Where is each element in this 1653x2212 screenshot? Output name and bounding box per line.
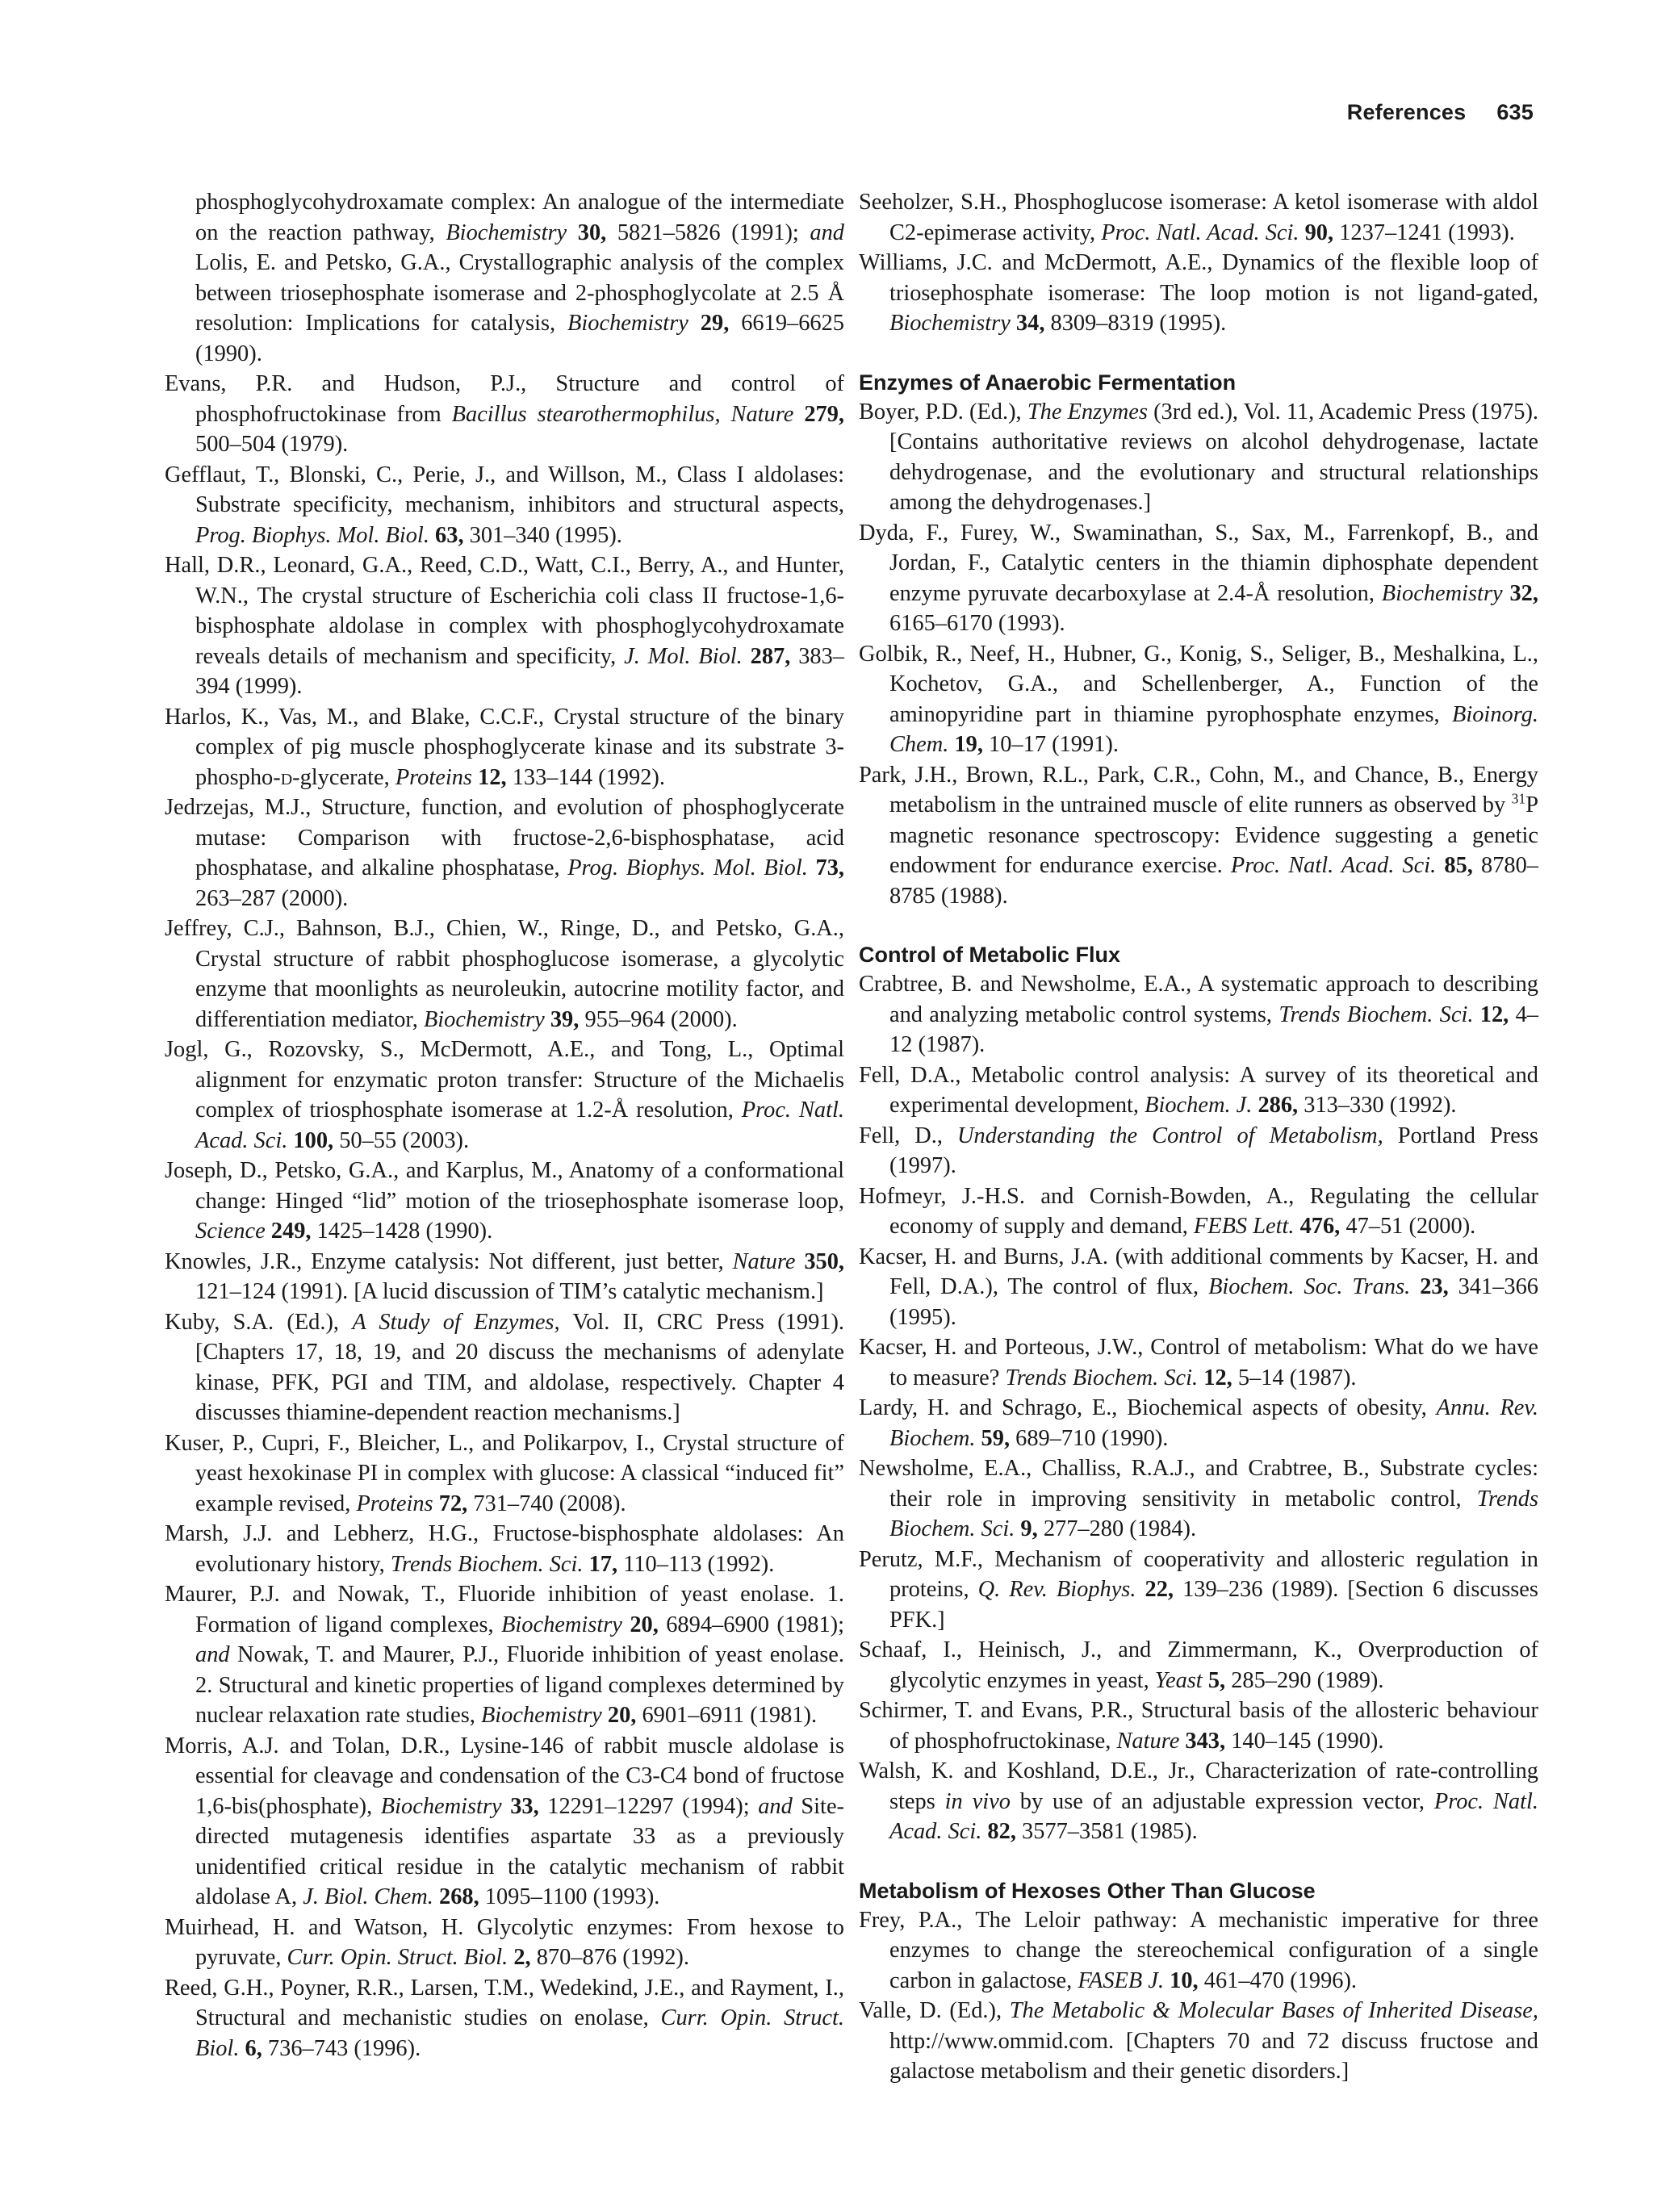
reference-entry xyxy=(859,1181,1538,1242)
reference-text: 6, xyxy=(245,2035,262,2061)
reference-text: Harlos, K., Vas, M., and Blake, C.C.F., Crystal structure of the binary complex of pig muscle phosphoglycerate kinase and its substrate 3-phospho- xyxy=(165,704,844,790)
reference-entry xyxy=(859,1635,1538,1696)
reference-entry xyxy=(859,760,1538,912)
reference-text xyxy=(975,1426,981,1451)
reference-text: Proc. Natl. Acad. Sci. xyxy=(1101,220,1299,245)
reference-text: Biochemistry xyxy=(480,1703,602,1728)
reference-text: Frey, P.A., The Leloir pathway: A mechanistic imperative for three enzymes to change the stereochemical configuration of a single carbon in galactose, xyxy=(859,1907,1538,1993)
reference-entry xyxy=(859,187,1538,248)
reference-text: 4–12 (1987). xyxy=(889,1001,1538,1057)
reference-text: 341–366 (1995). xyxy=(889,1274,1538,1330)
reference-text: 140–145 (1990). xyxy=(1225,1728,1384,1754)
reference-text: (3rd ed.), Vol. 11, Academic Press (1975). [Contains authoritative reviews on alcohol dehydrogenase, lactate dehydrogenase, and the evolutionary and structural relationships among the dehydrogenases.] xyxy=(889,399,1538,515)
reference-text: 121–124 (1991). [A lucid discussion of TIM’s catalytic mechanism.] xyxy=(195,1279,824,1304)
reference-text xyxy=(239,2036,245,2061)
reference-text: Trends Biochem. Sci. xyxy=(390,1551,584,1577)
reference-entry xyxy=(165,1035,844,1156)
reference-text xyxy=(429,523,435,548)
reference-text: 72, xyxy=(438,1491,468,1516)
reference-text: Knowles, J.R., Enzyme catalysis: Not different, just better, xyxy=(165,1248,733,1274)
reference-text: 17, xyxy=(588,1551,618,1577)
reference-entry xyxy=(859,1905,1538,1997)
reference-text: Yeast xyxy=(1154,1667,1203,1693)
reference-text: 279, xyxy=(804,401,845,427)
reference-text xyxy=(266,1219,271,1244)
reference-text: 82, xyxy=(987,1819,1016,1844)
reference-entry xyxy=(165,702,844,793)
reference-text: Hofmeyr, J.-H.S. and Cornish-Bowden, A., Regulating the cellular economy of supply and demand, xyxy=(859,1183,1538,1239)
reference-text: Bacillus stearothermophilus, Nature xyxy=(451,401,794,427)
reference-text: 301–340 (1995). xyxy=(463,522,622,548)
reference-entry xyxy=(859,1453,1538,1545)
reference-text: Prog. Biophys. Mol. Biol. xyxy=(567,855,808,880)
reference-text: FASEB J. xyxy=(1078,1967,1165,1993)
reference-entry xyxy=(859,1332,1538,1393)
reference-text: 34, xyxy=(1015,311,1045,336)
reference-text: J. Mol. Biol. xyxy=(624,643,743,669)
reference-text: 12, xyxy=(1479,1001,1509,1027)
reference-text: 20, xyxy=(607,1703,637,1728)
reference-text: Nature xyxy=(732,1248,796,1274)
reference-text: 277–280 (1984). xyxy=(1037,1516,1197,1541)
reference-text: 59, xyxy=(981,1425,1011,1451)
left-column xyxy=(165,187,844,2064)
reference-entry xyxy=(859,1545,1538,1636)
reference-entry xyxy=(859,1060,1538,1121)
reference-text: phosphoglycohydroxamate complex: An analogue of the intermediate on the reaction pathway, xyxy=(195,190,844,245)
reference-entry xyxy=(165,1307,844,1428)
reference-text: Evans, P.R. and Hudson, P.J., Structure and control of phosphofructokinase from xyxy=(165,371,844,427)
reference-text: Schaaf, I., Heinisch, J., and Zimmermann, K., Overproduction of glycolytic enzymes in yeast, xyxy=(859,1637,1538,1693)
reference-text: 2, xyxy=(513,1945,531,1970)
reference-text xyxy=(1136,1577,1145,1602)
reference-text: 286, xyxy=(1258,1093,1299,1118)
reference-text: Biochemistry xyxy=(380,1793,502,1819)
reference-text: 461–470 (1996). xyxy=(1198,1967,1358,1993)
reference-text: Portland Press (1997). xyxy=(889,1123,1538,1178)
reference-text: 263–287 (2000). xyxy=(195,885,349,911)
reference-text: Proc. Natl. Acad. Sci. xyxy=(1230,853,1437,878)
reference-entry xyxy=(165,1428,844,1520)
reference-text: Walsh, K. and Koshland, D.E., Jr., Characterization of rate-controlling steps xyxy=(859,1758,1538,1814)
reference-text: 63, xyxy=(435,522,464,548)
reference-text: Jeffrey, C.J., Bahnson, B.J., Chien, W., Ringe, D., and Petsko, G.A., Crystal structure of rabbit phosphoglucose isomerase, a glycolytic enzyme that moonlights as neuroleukin, autocrine motility factor, and differentiation mediator, xyxy=(165,916,844,1032)
reference-text: Biochemistry xyxy=(501,1612,622,1637)
reference-text: Crabtree, B. and Newsholme, E.A., A systematic approach to describing and analyzing metabolic control systems, xyxy=(859,972,1538,1027)
reference-text: 50–55 (2003). xyxy=(333,1127,470,1153)
reference-text: 30, xyxy=(577,220,607,245)
reference-entry xyxy=(859,1393,1538,1453)
reference-text: Science xyxy=(195,1219,266,1244)
reference-text: Trends Biochem. Sci. xyxy=(1005,1365,1199,1390)
reference-text: and xyxy=(810,220,844,245)
reference-text: 6894–6900 (1981); xyxy=(658,1612,844,1637)
reference-text: Kacser, H. and Porteous, J.W., Control of metabolism: What do we have to measure? xyxy=(859,1335,1538,1390)
reference-text xyxy=(1299,220,1305,245)
reference-text: 12, xyxy=(1203,1365,1232,1390)
reference-entry xyxy=(859,1696,1538,1756)
reference-text xyxy=(808,855,816,880)
reference-text: Biochem. J. xyxy=(1145,1093,1253,1118)
reference-entry xyxy=(165,1579,844,1731)
reference-text: Marsh, J.J. and Lebherz, H.G., Fructose-bisphosphate aldolases: An evolutionary history, xyxy=(165,1521,844,1577)
reference-text: 90, xyxy=(1304,220,1334,245)
reference-text: 5, xyxy=(1207,1667,1226,1693)
reference-text: 85, xyxy=(1444,853,1473,878)
reference-text: 736–743 (1996). xyxy=(262,2035,421,2061)
reference-entry xyxy=(859,518,1538,639)
reference-text: Curr. Opin. Struct. Biol. xyxy=(195,2005,845,2061)
reference-text: A Study of Enzymes, xyxy=(352,1309,560,1335)
running-header xyxy=(1347,100,1534,125)
reference-text: 29, xyxy=(700,311,730,336)
reference-text xyxy=(1294,1214,1299,1239)
reference-text: 6165–6170 (1993). xyxy=(889,611,1065,636)
reference-text: 955–964 (2000). xyxy=(579,1006,738,1032)
reference-text: Vol. II, CRC Press (1991). [Chapters 17, 18, 19, and 20 discuss the mechanisms of adenylate kinase, PFK, PGI and TIM, and aldolase, respectively. Chapter 4 discusses thiamine-dependent reaction mechanisms.] xyxy=(195,1309,845,1425)
reference-text: FEBS Lett. xyxy=(1193,1214,1295,1239)
reference-text: Understanding the Control of Metabolism, xyxy=(957,1123,1383,1148)
reference-entry xyxy=(859,1996,1538,2087)
reference-text xyxy=(502,1794,511,1819)
reference-text xyxy=(433,1491,439,1516)
reference-entry xyxy=(859,969,1538,1060)
reference-text: 870–876 (1992). xyxy=(530,1945,689,1970)
reference-text: Gefflaut, T., Blonski, C., Perie, J., and Willson, M., Class I aldolases: Substrate specificity, mechanism, inhibitors and structural aspects, xyxy=(165,462,844,517)
reference-entry xyxy=(859,639,1538,760)
reference-text: Seeholzer, S.H., Phosphoglucose isomerase: A ketol isomerase with aldol C2-epimerase activity, xyxy=(859,190,1538,245)
reference-text: http://www.ommid.com. [Chapters 70 and 72 discuss fructose and galactose metabolism and their genetic disorders.] xyxy=(889,2028,1538,2084)
reference-text: 1237–1241 (1993). xyxy=(1333,220,1515,245)
reference-text: Maurer, P.J. and Nowak, T., Fluoride inhibition of yeast enolase. 1. Formation of ligand complexes, xyxy=(165,1582,844,1637)
reference-entry xyxy=(165,187,844,369)
reference-text: 476, xyxy=(1299,1214,1341,1239)
reference-text: 5821–5826 (1991); xyxy=(606,220,810,245)
reference-text: 100, xyxy=(293,1127,334,1153)
reference-text: Annu. Rev. Biochem. xyxy=(889,1395,1538,1451)
reference-text: 689–710 (1990). xyxy=(1010,1425,1169,1451)
reference-text: Lolis, E. and Petsko, G.A., Crystallographic analysis of the complex between triosephosphate isomerase and 2-phosphoglycolate at 2.5 Å resolution: Implications for catalysis, xyxy=(195,250,844,336)
reference-text: Trends Biochem. Sci. xyxy=(889,1486,1538,1541)
reference-entry xyxy=(165,1247,844,1307)
reference-text: 268, xyxy=(439,1884,479,1909)
section-heading: Control of Metabolic Flux xyxy=(859,943,1120,967)
reference-entry xyxy=(165,369,844,460)
reference-text: Morris, A.J. and Tolan, D.R., Lysine-146 of rabbit muscle aldolase is essential for cleavage and condensation of the C3-C4 bond of fructose 1,6-bis(phosphate), xyxy=(165,1733,844,1819)
reference-text: 500–504 (1979). xyxy=(195,432,349,457)
reference-text: in vivo xyxy=(944,1788,1011,1814)
reference-text xyxy=(545,1007,550,1032)
reference-text: Fell, D.A., Metabolic control analysis: A survey of its theoretical and experimental development, xyxy=(859,1062,1538,1118)
reference-text: 350, xyxy=(804,1248,844,1274)
reference-text xyxy=(1410,1274,1420,1299)
reference-text: 23, xyxy=(1420,1274,1449,1299)
reference-text: 110–113 (1992). xyxy=(617,1551,775,1577)
reference-text: Proteins xyxy=(395,764,472,790)
reference-text: Muirhead, H. and Watson, H. Glycolytic enzymes: From hexose to pyruvate, xyxy=(165,1914,844,1970)
reference-text: Bioinorg. Chem. xyxy=(889,701,1538,757)
reference-text: 383–394 (1999). xyxy=(195,643,844,699)
reference-text: Williams, J.C. and McDermott, A.E., Dynamics of the flexible loop of triosephosphate isomerase: The loop motion is not ligand-gated, xyxy=(859,250,1538,306)
reference-text: Park, J.H., Brown, R.L., Park, C.R., Cohn, M., and Chance, B., Energy metabolism in the untrained muscle of elite runners as observed by xyxy=(859,762,1538,817)
reference-text: Nature xyxy=(1116,1728,1180,1754)
reference-text: Joseph, D., Petsko, G.A., and Karplus, M., Anatomy of a conformational change: Hinged “lid” motion of the triosephosphate isomerase loop, xyxy=(165,1158,844,1214)
reference-text: -glycerate, xyxy=(292,764,395,790)
reference-text: Boyer, P.D. (Ed.), xyxy=(859,399,1027,424)
reference-text: 22, xyxy=(1145,1577,1174,1602)
reference-text: Biochemistry xyxy=(446,220,567,245)
reference-text: 1095–1100 (1993). xyxy=(479,1884,660,1909)
reference-text: Nowak, T. and Maurer, P.J., Fluoride inhibition of yeast enolase. 2. Structural and kinetic properties of ligand complexes determined by nuclear relaxation rate studies, xyxy=(195,1642,844,1728)
reference-text: Prog. Biophys. Mol. Biol. xyxy=(195,522,429,548)
reference-text: P magnetic resonance spectroscopy: Evidence suggesting a genetic endowment for endurance exercise. xyxy=(889,792,1538,878)
reference-text: 3577–3581 (1985). xyxy=(1015,1819,1198,1844)
reference-text: Site-directed mutagenesis identifies aspartate 33 as a previously unidentified critical residue in the catalytic mechanism of rabbit aldolase A, xyxy=(195,1793,845,1909)
reference-text: 133–144 (1992). xyxy=(506,764,665,790)
reference-text: Kuser, P., Cupri, F., Bleicher, L., and Polikarpov, I., Crystal structure of yeast hexokinase PI in complex with glucose: A classical “induced fit” example revised, xyxy=(165,1430,844,1516)
reference-text: 47–51 (2000). xyxy=(1340,1214,1476,1239)
reference-entry xyxy=(859,397,1538,518)
reference-text: 285–290 (1989). xyxy=(1225,1667,1384,1693)
reference-text: 139–236 (1989). [Section 6 discusses PFK.] xyxy=(889,1577,1538,1633)
reference-text: Biochem. Soc. Trans. xyxy=(1208,1274,1411,1299)
reference-text: 20, xyxy=(630,1612,659,1637)
reference-entry xyxy=(859,1242,1538,1333)
reference-text: Biochemistry xyxy=(889,311,1011,336)
reference-entry xyxy=(165,460,844,551)
reference-text: Perutz, M.F., Mechanism of cooperativity and allosteric regulation in proteins, xyxy=(859,1546,1538,1602)
reference-text xyxy=(743,644,751,669)
reference-text xyxy=(622,1612,630,1637)
reference-text: Proteins xyxy=(356,1491,433,1516)
reference-text: 249, xyxy=(270,1219,312,1244)
reference-text: Proc. Natl. Acad. Sci. xyxy=(889,1788,1538,1844)
reference-text: J. Biol. Chem. xyxy=(303,1884,433,1909)
reference-text: Hall, D.R., Leonard, G.A., Reed, C.D., Watt, C.I., Berry, A., and Hunter, W.N., The crystal structure of Escherichia coli class II fructose-1,6-bisphosphate aldolase in complex with phosphoglycohydroxamate reveals details of mechanism and specificity, xyxy=(165,553,844,669)
reference-text: Golbik, R., Neef, H., Hubner, G., Konig, S., Seliger, B., Meshalkina, L., Kochetov, G.A., and Schellenberger, A., Function of the aminopyridine part in thiamine pyrophosphate enzymes, xyxy=(859,641,1538,727)
reference-text xyxy=(583,1552,588,1577)
reference-text: and xyxy=(758,1793,793,1819)
page-number: 635 xyxy=(1496,100,1534,124)
reference-text: The Metabolic & Molecular Bases of Inherited Disease, xyxy=(1009,1998,1538,2023)
reference-text xyxy=(602,1703,608,1728)
reference-text: 10, xyxy=(1170,1967,1199,1993)
reference-entry xyxy=(165,1913,844,1973)
reference-text: Curr. Opin. Struct. Biol. xyxy=(287,1945,508,1970)
reference-text: 8309–8319 (1995). xyxy=(1044,311,1227,336)
reference-text: Lardy, H. and Schrago, E., Biochemical aspects of obesity, xyxy=(859,1395,1437,1420)
reference-entry xyxy=(165,1519,844,1579)
reference-text xyxy=(688,311,701,336)
reference-entry xyxy=(165,1156,844,1247)
reference-text: Trends Biochem. Sci. xyxy=(1278,1001,1474,1027)
reference-text: 6619–6625 (1990). xyxy=(195,311,844,366)
reference-text: 343, xyxy=(1185,1728,1226,1754)
reference-text: 73, xyxy=(815,855,844,880)
reference-text xyxy=(1203,1668,1208,1693)
reference-entry xyxy=(165,914,844,1035)
reference-text: d xyxy=(280,764,293,790)
section-heading: Enzymes of Anaerobic Fermentation xyxy=(859,370,1237,395)
reference-text xyxy=(795,1249,804,1274)
reference-text: 12291–12297 (1994); xyxy=(538,1793,759,1819)
reference-text xyxy=(1011,311,1016,336)
reference-entry xyxy=(165,550,844,702)
running-header-section: References xyxy=(1346,100,1467,124)
reference-text: Jedrzejas, M.J., Structure, function, and evolution of phosphoglycerate mutase: Comparison with fructose-2,6-bisphosphatase, acid phosphatase, and alkaline phosphatase, xyxy=(165,795,844,880)
reference-text: 1425–1428 (1990). xyxy=(311,1219,493,1244)
section-heading: Metabolism of Hexoses Other Than Glucose xyxy=(859,1878,1316,1903)
reference-text: Dyda, F., Furey, W., Swaminathan, S., Sax, M., Farrenkopf, B., and Jordan, F., Catalytic centers in the thiamin diphosphate dependent enzyme pyruvate decarboxylase at 2.4-Å resolution, xyxy=(859,520,1538,606)
reference-text: 5–14 (1987). xyxy=(1232,1365,1357,1390)
reference-text: Biochemistry xyxy=(423,1006,545,1032)
reference-text: 19, xyxy=(954,732,983,757)
reference-text: Proc. Natl. Acad. Sci. xyxy=(195,1098,844,1153)
reference-text: Valle, D. (Ed.), xyxy=(859,1998,1010,2023)
reference-text: Biochemistry xyxy=(1381,580,1503,606)
reference-entry xyxy=(165,1973,844,2064)
reference-text: Jogl, G., Rozovsky, S., McDermott, A.E., and Tong, L., Optimal alignment for enzymatic proton transfer: Structure of the Michaelis complex of triosphosphate isomerase at 1.2-Å resolution, xyxy=(165,1037,844,1123)
reference-text: The Enzymes xyxy=(1027,399,1148,424)
reference-text: 12, xyxy=(478,764,507,790)
reference-text: 10–17 (1991). xyxy=(982,732,1119,757)
reference-text xyxy=(567,220,578,245)
reference-text: Schirmer, T. and Evans, P.R., Structural basis of the allosteric behaviour of phosphofructokinase, xyxy=(859,1698,1538,1754)
reference-text: 8780–8785 (1988). xyxy=(889,853,1538,909)
reference-text: 6901–6911 (1981). xyxy=(636,1703,818,1728)
reference-text: Fell, D., xyxy=(859,1123,958,1148)
reference-text: by use of an adjustable expression vector, xyxy=(1010,1788,1434,1814)
reference-text: 32, xyxy=(1509,580,1538,606)
reference-text: Biochemistry xyxy=(567,311,688,336)
reference-text: and xyxy=(195,1642,230,1667)
reference-entry xyxy=(859,1756,1538,1847)
reference-text: Newsholme, E.A., Challiss, R.A.J., and Crabtree, B., Substrate cycles: their role in improving sensitivity in metabolic control, xyxy=(859,1456,1538,1512)
reference-entry xyxy=(859,1121,1538,1181)
reference-text: 33, xyxy=(510,1793,539,1819)
reference-text: 31 xyxy=(1511,790,1526,807)
reference-text xyxy=(793,402,804,427)
reference-entry xyxy=(165,792,844,914)
right-column xyxy=(859,187,1538,2087)
reference-text: 9, xyxy=(1020,1516,1038,1541)
reference-text: Kuby, S.A. (Ed.), xyxy=(165,1309,353,1335)
reference-text: Q. Rev. Biophys. xyxy=(977,1577,1136,1602)
reference-text: 313–330 (1992). xyxy=(1298,1093,1457,1118)
reference-text xyxy=(1436,853,1444,878)
reference-text: 39, xyxy=(550,1006,580,1032)
reference-text xyxy=(433,1884,439,1909)
reference-text: Kacser, H. and Burns, J.A. (with additional comments by Kacser, H. and Fell, D.A.), The control of flux, xyxy=(859,1244,1538,1299)
reference-entry xyxy=(859,248,1538,339)
reference-text: Reed, G.H., Poyner, R.R., Larsen, T.M., Wedekind, J.E., and Rayment, I., Structural and mechanistic studies on enolase, xyxy=(165,1975,844,2030)
reference-text xyxy=(1473,1002,1479,1027)
reference-text: 287, xyxy=(750,643,791,669)
reference-text: 731–740 (2008). xyxy=(467,1491,626,1516)
reference-entry xyxy=(165,1731,844,1913)
